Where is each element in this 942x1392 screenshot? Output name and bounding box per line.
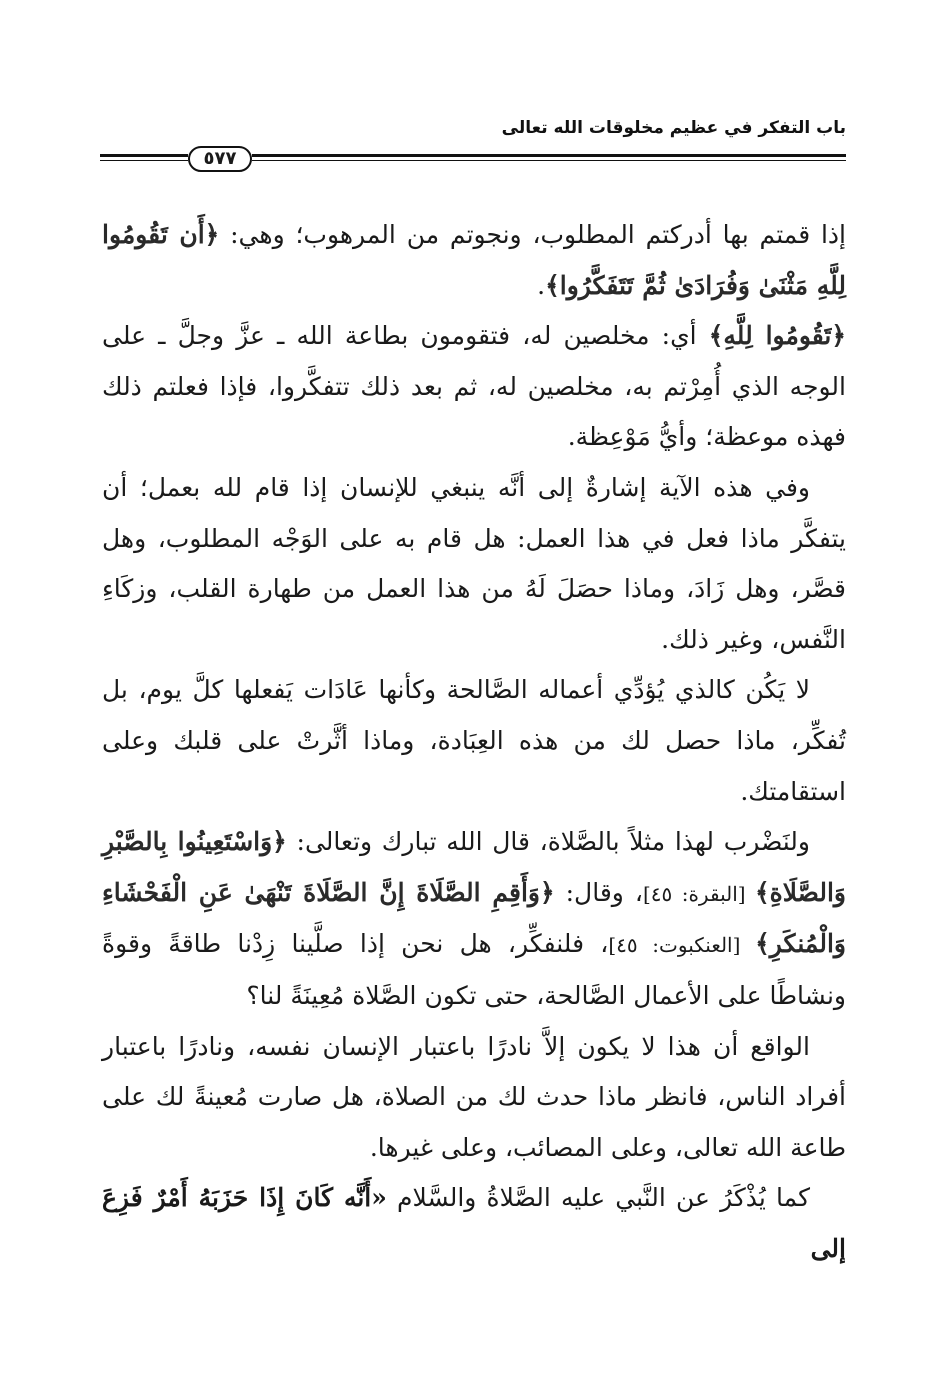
text-run: إذا قمتم بها أدركتم المطلوب، ونجوتم من المرهوب؛ وهي: bbox=[219, 220, 846, 249]
page-header bbox=[100, 112, 846, 172]
chapter-title: باب التفكر في عظيم مخلوقات الله تعالى bbox=[501, 118, 846, 138]
verse-reference: [البقرة: ٤٥] bbox=[642, 881, 755, 906]
header-rule-line bbox=[100, 160, 188, 161]
verse-reference: [العنكبوت: ٤٥] bbox=[608, 933, 756, 958]
paragraph bbox=[102, 210, 846, 311]
header-rule-line bbox=[100, 154, 188, 157]
paragraph bbox=[102, 1173, 846, 1274]
header-rule-line bbox=[252, 154, 846, 157]
text-run: لا يَكُن كالذي يُؤدِّي أعماله الصَّالحة وكأنها عَادَات يَفعلها كلَّ يوم، بل تُفكِّر، ماذا حصل لك من هذه العِبَادة، وماذا أثَّرتْ على قلبك وعلى استقامتك. bbox=[102, 675, 846, 806]
text-run: كما يُذْكَرُ عن النَّبي عليه الصَّلاةُ والسَّلام bbox=[386, 1183, 810, 1213]
text-run: . bbox=[537, 270, 546, 300]
header-rule bbox=[100, 148, 846, 168]
hadith-quote: «أَنَّه كَانَ إِذَا حَزَبَهُ أَمْرٌ فَزِعَ إلى bbox=[102, 1183, 846, 1263]
quran-verse: ﴿تَقُومُوا لِلَّهِ﴾ bbox=[708, 321, 847, 351]
quran-verse: ﴿وَاسْتَعِينُوا بِالصَّبْرِ وَالصَّلَاةِ﴾ bbox=[102, 827, 846, 907]
text-run: أي: مخلصين له، فتقومون بطاعة الله ـ عزَّ وجلَّ ـ على الوجه الذي أُمِرْتم به، مخلصين له، ثم بعد ذلك تتفكَّروا، فإذا فعلتم ذلك فهذه موعظة؛ وأيُّ مَوْعِظة. bbox=[102, 321, 846, 452]
text-run: ، فلنفكِّر، هل نحن إذا صلَّينا زِدْنا طاقةً وقوةً ونشاطًا على الأعمال الصَّالحة، حتى تكون الصَّلاة مُعِينَةً لنا؟ bbox=[102, 929, 846, 1010]
header-rule-line bbox=[252, 160, 846, 161]
paragraph bbox=[102, 463, 846, 665]
page-number: ٥٧٧ bbox=[188, 146, 252, 172]
text-run: ، وقال: bbox=[554, 877, 643, 907]
quran-verse: ﴿أَن تَقُومُوا لِلَّهِ مَثْنَىٰ وَفُرَادَىٰ ثُمَّ تَتَفَكَّرُوا﴾ bbox=[102, 220, 846, 300]
paragraph bbox=[102, 817, 846, 1021]
text-run: الواقع أن هذا لا يكون إلاَّ نادرًا باعتبار الإنسان نفسه، ونادرًا باعتبار أفراد الناس، فانظر ماذا حدث لك من الصلاة، هل صارت مُعينةً لك على طاعة الله تعالى، وعلى المصائب، وعلى غيرها. bbox=[102, 1031, 846, 1162]
paragraph bbox=[102, 665, 846, 817]
text-run: ولنَضْرب لهذا مثلاً بالصَّلاة، قال الله تبارك وتعالى: bbox=[286, 827, 810, 857]
paragraph bbox=[102, 1022, 846, 1174]
quran-verse: ﴿وَأَقِمِ الصَّلَاةَ إِنَّ الصَّلَاةَ تَنْهَىٰ عَنِ الْفَحْشَاءِ وَالْمُنكَرِ﴾ bbox=[102, 877, 846, 959]
paragraph bbox=[102, 311, 846, 463]
text-run: وفي هذه الآية إشارةٌ إلى أنَّه ينبغي للإنسان إذا قام لله بعمل؛ أن يتفكَّر ماذا فعل في هذا العمل: هل قام به على الوَجْه المطلوب، وهل قصَّر، وهل زَادَ، وماذا حصَلَ لَهُ من هذا العمل من طهارة القلب، وزكَاءِ النَّفس، وغير ذلك. bbox=[102, 472, 846, 654]
body-text bbox=[102, 210, 846, 1274]
